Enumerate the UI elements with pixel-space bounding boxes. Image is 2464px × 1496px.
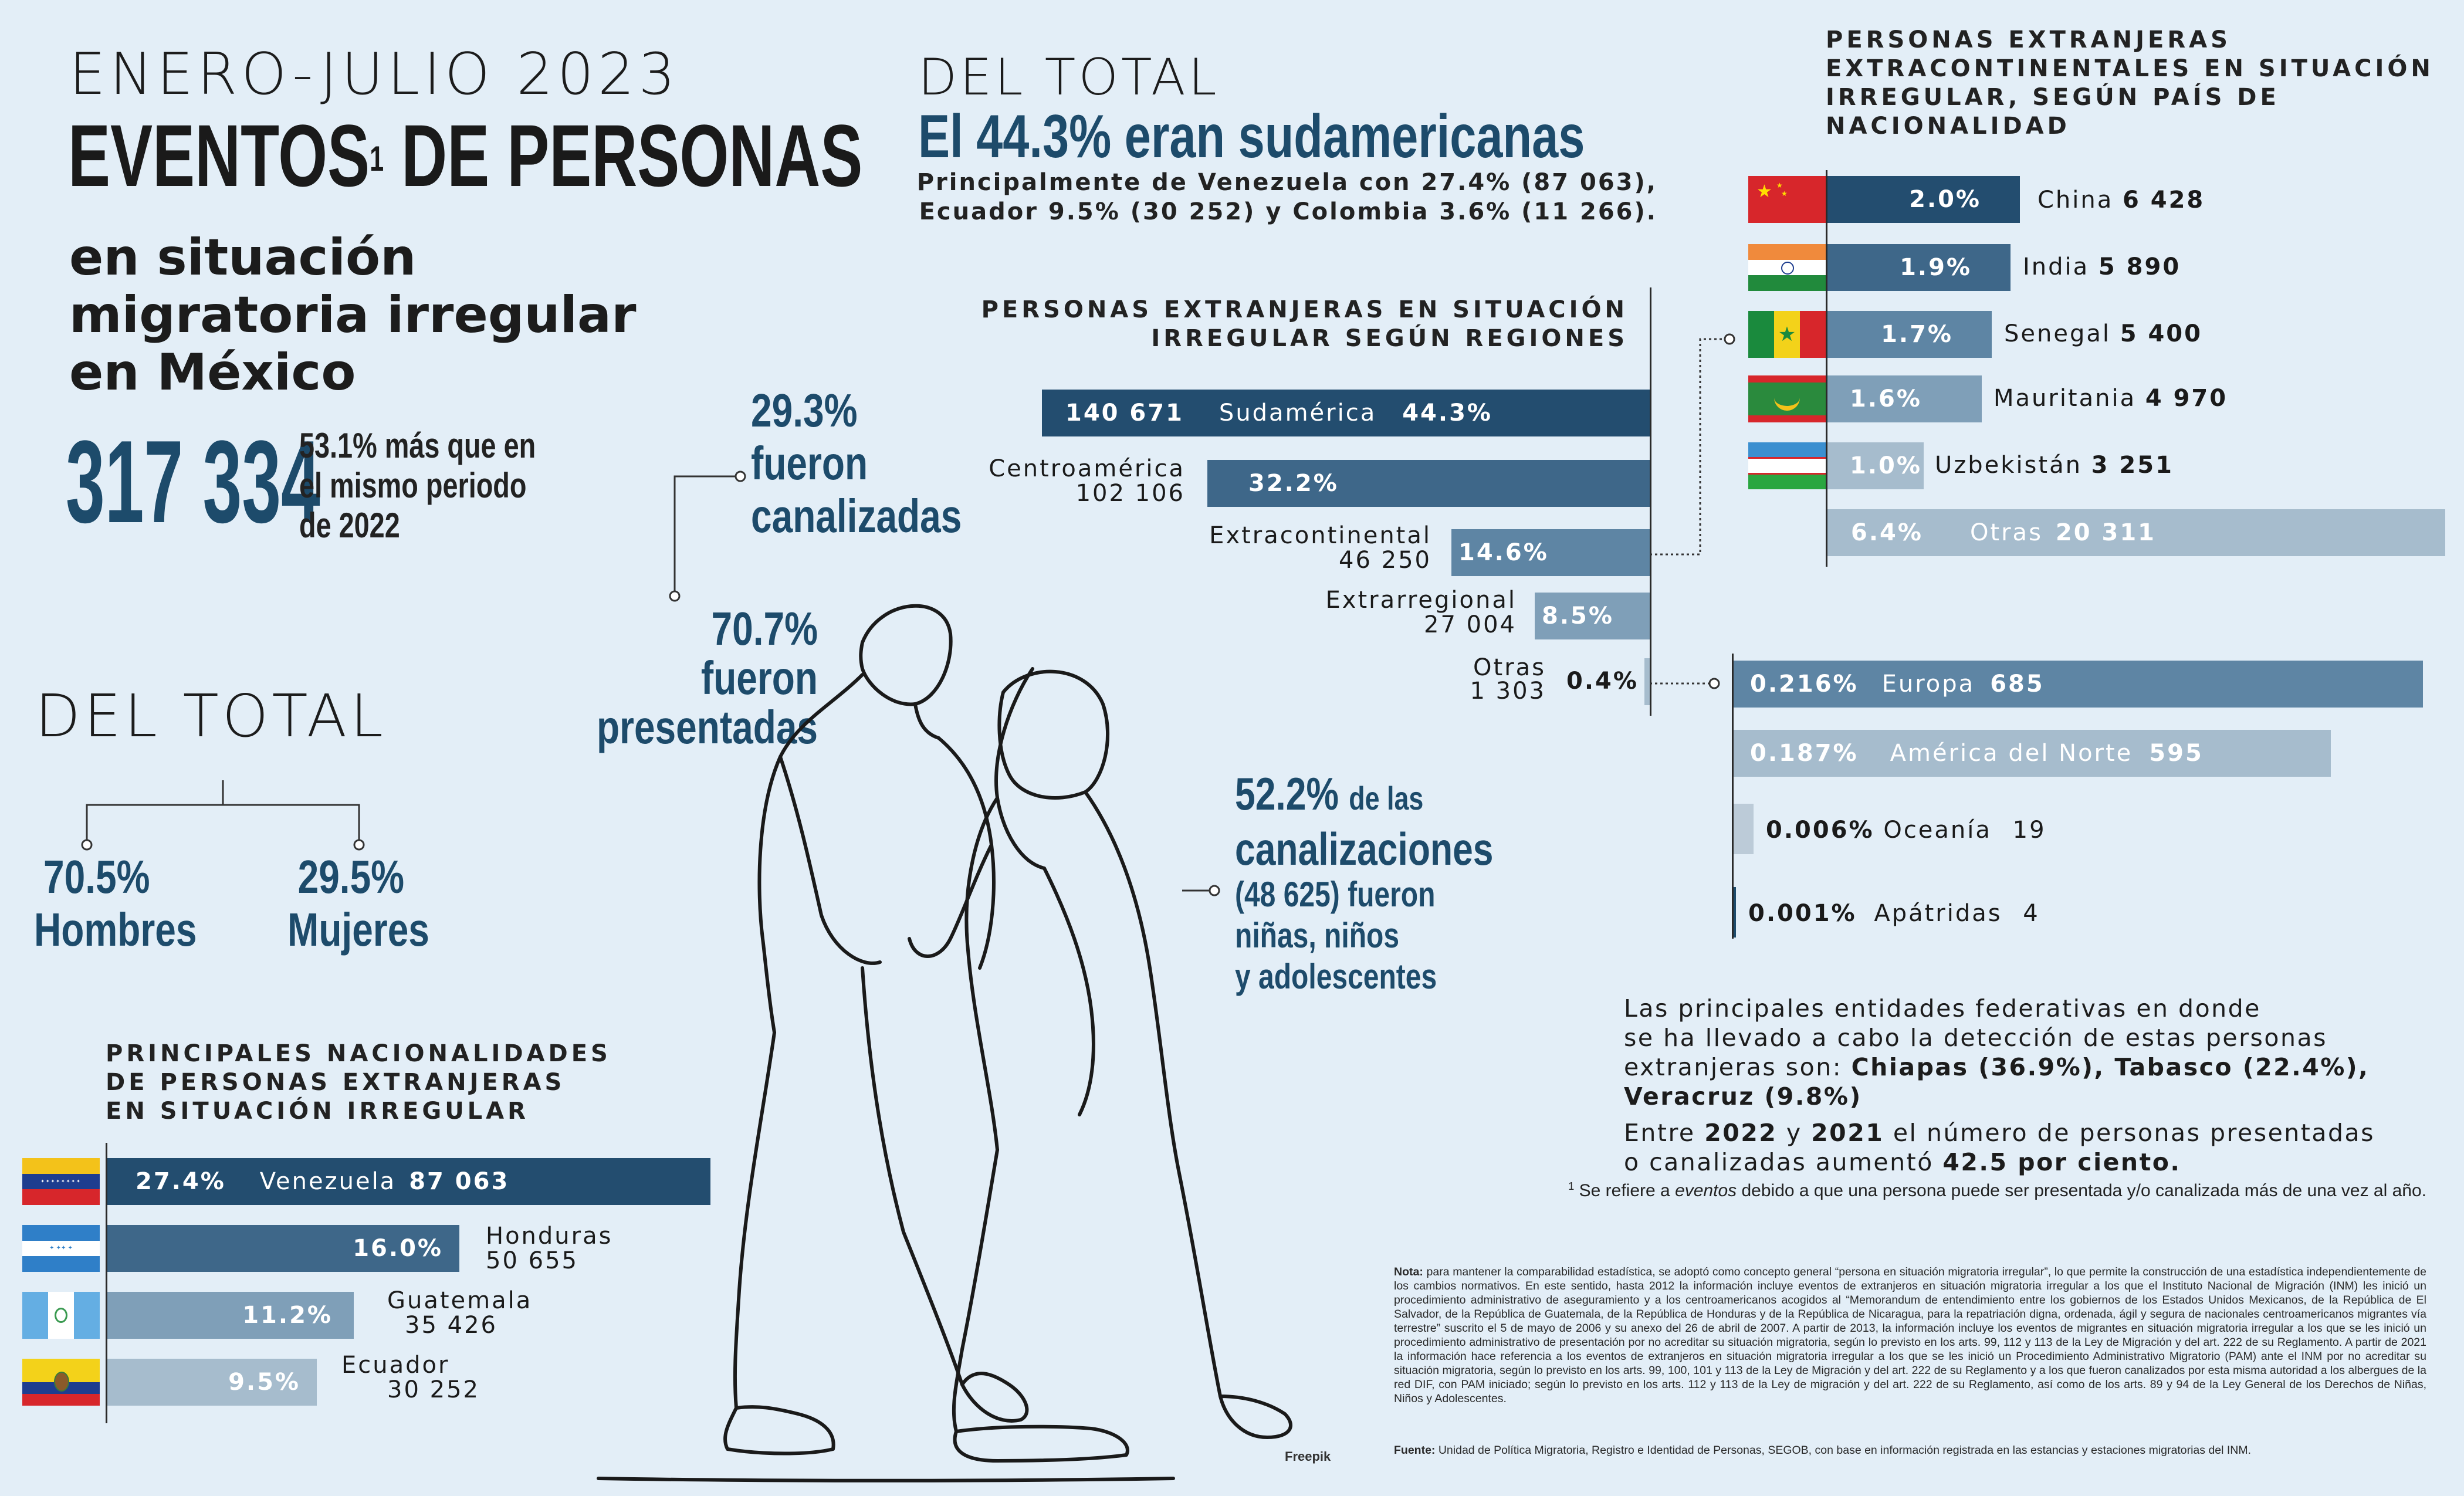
others-name: Europa	[1881, 671, 1975, 698]
increase-text-part: o canalizadas aumentó	[1624, 1148, 1943, 1176]
increase-text-part: Entre	[1624, 1119, 1705, 1147]
svg-text:★: ★	[1776, 181, 1783, 189]
extracontinental-heading-line: EXTRACONTINENTALES EN SITUACIÓN	[1826, 55, 2434, 82]
others-count: 685	[1990, 671, 2045, 698]
region-pct-otras: 0.4%	[1566, 668, 1639, 695]
year-2022: 2022	[1704, 1119, 1778, 1147]
canalized-line: canalizadas	[751, 490, 962, 542]
others-pct: 0.006%	[1766, 817, 1874, 844]
others-label-apatridas	[1748, 900, 2040, 927]
title-word-people: DE PERSONAS	[401, 106, 863, 205]
increase-highlight: 42.5 por ciento.	[1942, 1148, 2181, 1176]
women-label: Mujeres	[287, 903, 429, 956]
svg-text:★: ★	[1781, 189, 1788, 198]
extra-count: 5 890	[2098, 253, 2181, 280]
uzbekistan-flag-icon	[1748, 442, 1826, 489]
others-name: América del Norte	[1890, 740, 2133, 767]
region-count: 102 106	[1075, 480, 1185, 507]
region-count: 140 671	[1065, 400, 1184, 427]
extra-label-uzbekistan	[1935, 452, 2174, 479]
note-text: para mantener la comparabilidad estadística, se adoptó como concepto general “persona en situación migratoria irregular”, lo que permite la construcción de una estadística independientemente de los cambios normativos. En este sentido, hasta 2012 la información incluye eventos de extranjeros en situación migratoria irregular a los que el Instituto Nacional de Migración (INM) les inició un procedimiento administrativo de aseguramiento y a los centroamericanos acogidos al “Memorandum de entendimiento entre los gobiernos de los Estados Unidos Mexicanos, de la República de El Salvador, de la República de Guatemala, de la República de Honduras y de la República de Nicaragua, para la repatriación digna, ordenada, ágil y segura de nacionales centroamericanos migrantes vía terrestre” suscrito el 5 de mayo de 2006 y su anexo del 26 de abril de 2007. A partir de 2013, la información incluye los eventos de migrantes en situación migratoria irregular a los que se les inició un procedimiento administrativo de presentación por no acreditar su situación migratoria, según lo previsto en los arts. 99, 112 y 113 de la Ley de Migración y del art. 222 de su Reglamento. A partir de 2021 la información hace referencia a los eventos de extranjeros en situación migratoria irregular a los que se les inició un Procedimiento Administrativo Migratorio (PAM) ante el INM por no acreditar su situación migratoria, según lo previsto en los arts. 99, 100, 101 y 113 de la Ley de Migración y del art. 222 de su Reglamento y a los que fueron canalizados por esta misma autoridad a los albergues de la red DIF, con PAM iniciado; según lo previsto en los arts. 112 y 113 de la Ley de migración y del art. 222 de su Reglamento, así como de los arts. 89 y 94 de la Ley General de los Derechos de Niñas, Niños y Adolescentes.	[1394, 1265, 2426, 1405]
states-text	[1624, 994, 2445, 1177]
others-count: 595	[2149, 740, 2204, 767]
nat-bar-ecuador	[107, 1359, 317, 1406]
others-bar-apatridas	[1734, 887, 1736, 937]
walking-couple-illustration	[587, 587, 1349, 1490]
extracontinental-axis	[1826, 170, 1827, 567]
total-events: 317 334	[66, 417, 320, 547]
nat-label-guatemala	[387, 1288, 532, 1338]
increase-line: de 2022	[299, 506, 400, 545]
region-name: Extrarregional	[1325, 587, 1517, 614]
extra-name: Mauritania	[1993, 385, 2137, 412]
footnote	[1394, 1180, 2426, 1201]
region-pct: 14.6%	[1458, 539, 1549, 566]
minors-line: niñas, niños	[1235, 916, 1400, 955]
ecuador-flag-icon	[22, 1359, 100, 1406]
nat-pct: 16.0%	[353, 1235, 443, 1262]
nat-count: 50 655	[486, 1247, 578, 1274]
others-bar-oceania	[1734, 804, 1754, 854]
others-pct: 0.187%	[1750, 740, 1859, 767]
presented-line: presentadas	[596, 701, 818, 753]
south-america-pre: DEL TOTAL	[918, 48, 1220, 107]
title-word-events: EVENTOS	[68, 106, 370, 205]
region-count: 1 303	[1470, 678, 1546, 705]
extra-label-mauritania	[1993, 385, 2228, 412]
extracontinental-heading-line: PERSONAS EXTRANJERAS	[1826, 26, 2231, 53]
states-highlight: Veracruz (9.8%)	[1624, 1082, 1862, 1111]
extra-name: Uzbekistán	[1935, 452, 2082, 479]
extra-name: India	[2023, 253, 2090, 280]
increase-text-part: y	[1777, 1119, 1812, 1147]
note-label: Nota:	[1394, 1265, 1423, 1278]
extra-name: Otras	[1969, 519, 2043, 546]
others-bar-norteamerica	[1734, 730, 2331, 777]
year-2021: 2021	[1811, 1119, 1884, 1147]
nat-name: Venezuela	[259, 1168, 397, 1195]
china-flag-icon	[1748, 176, 1826, 223]
extra-count: 6 428	[2122, 187, 2205, 214]
canalized-pct: 29.3%	[751, 384, 858, 436]
extra-pct: 1.6%	[1850, 385, 1922, 412]
guatemala-flag-icon	[22, 1292, 100, 1339]
south-america-headline: El 44.3% eran sudamericanas	[918, 103, 1585, 171]
extracontinental-heading-line: IRREGULAR, SEGÚN PAÍS DE	[1826, 84, 2280, 111]
nat-bar-honduras	[107, 1225, 459, 1272]
nat-count: 35 426	[405, 1312, 497, 1339]
others-name: Apátridas	[1874, 900, 2002, 927]
extra-pct: 1.7%	[1881, 321, 1953, 348]
nationalities-heading-line: PRINCIPALES NACIONALIDADES	[106, 1040, 611, 1067]
source-label: Fuente:	[1394, 1444, 1436, 1457]
others-count: 19	[2012, 817, 2046, 844]
title-footnote-mark: 1	[370, 139, 384, 178]
extra-bar-china	[1827, 176, 2020, 223]
extra-bar-senegal	[1827, 311, 1992, 358]
nat-pct: 9.5%	[228, 1369, 300, 1396]
states-line: se ha llevado a cabo la detección de estas personas	[1624, 1024, 2327, 1052]
others-pct: 0.001%	[1748, 900, 1857, 927]
region-pct: 32.2%	[1248, 470, 1339, 497]
extracontinental-heading-line: NACIONALIDAD	[1826, 113, 2070, 140]
extra-count: 4 970	[2145, 385, 2228, 412]
region-pct: 8.5%	[1542, 603, 1614, 629]
nationalities-heading-line: EN SITUACIÓN IRREGULAR	[106, 1098, 529, 1125]
region-count: 27 004	[1424, 611, 1517, 638]
extra-bar-otras	[1827, 509, 2445, 556]
region-name: Sudamérica	[1219, 400, 1377, 427]
others-count: 4	[2023, 900, 2040, 927]
extra-count: 3 251	[2091, 452, 2174, 479]
region-name: Otras	[1473, 654, 1546, 681]
minors-line: (48 625) fueron	[1235, 875, 1436, 914]
extra-bar-india	[1827, 244, 2011, 291]
minors-line: canalizaciones	[1235, 823, 1494, 875]
extra-name: Senegal	[2004, 320, 2111, 347]
others-label-oceania	[1766, 817, 2046, 844]
increase-text-part: el número de personas presentadas	[1884, 1119, 2375, 1147]
honduras-flag-icon: ✦ ✦✦ ✦	[22, 1225, 100, 1272]
region-pct: 44.3%	[1402, 400, 1492, 427]
extra-label-india	[2023, 253, 2181, 280]
extra-bar-mauritania	[1827, 375, 1982, 422]
states-line: Las principales entidades federativas en donde	[1624, 994, 2261, 1023]
canalized-line: fueron	[751, 437, 868, 489]
detail-line: Ecuador 9.5% (30 252) y Colombia 3.6% (11 266).	[919, 198, 1657, 225]
minors-line: y adolescentes	[1235, 957, 1437, 996]
extra-pct: 1.0%	[1850, 452, 1922, 479]
subtitle-line: en México	[69, 343, 356, 402]
nat-count: 30 252	[387, 1376, 480, 1403]
footnote-text: Se refiere a	[1579, 1181, 1676, 1200]
others-pct: 0.216%	[1750, 671, 1859, 698]
minors-line: de las	[1349, 780, 1424, 817]
men-label: Hombres	[34, 903, 197, 956]
nat-count: 87 063	[409, 1168, 510, 1195]
india-flag-icon	[1748, 244, 1826, 291]
subtitle-line: migratoria irregular	[69, 286, 637, 344]
methodology-note	[1394, 1265, 2426, 1406]
region-name: Extracontinental	[1209, 522, 1431, 549]
women-pct: 29.5%	[297, 851, 405, 903]
states-highlight: Chiapas (36.9%), Tabasco (22.4%),	[1851, 1053, 2370, 1081]
region-count: 46 250	[1339, 547, 1431, 574]
extracontinental-heading	[1826, 26, 2434, 141]
extra-pct: 6.4%	[1851, 519, 1923, 546]
mauritania-flag-icon	[1748, 375, 1826, 422]
extra-name: China	[2037, 187, 2114, 214]
nationalities-heading-line: DE PERSONAS EXTRANJERAS	[106, 1069, 566, 1096]
footnote-mark: 1	[1568, 1180, 1575, 1192]
extra-pct: 1.9%	[1900, 254, 1972, 281]
presented-pct: 70.7%	[711, 603, 818, 655]
extra-label-senegal	[2004, 320, 2202, 347]
nat-bar-guatemala	[107, 1292, 354, 1339]
extra-bar-uzbekistan	[1827, 442, 1924, 489]
extra-count: 5 400	[2120, 320, 2202, 347]
presented-line: fueron	[700, 652, 818, 704]
region-name: Centroamérica	[989, 455, 1185, 482]
regions-heading-line: IRREGULAR SEGÚN REGIONES	[1151, 325, 1628, 352]
venezuela-flag-icon: ✦✦✦✦✦✦✦✦	[22, 1158, 100, 1205]
footnote-text: debido a que una persona puede ser presentada y/o canalizada más de una vez al año.	[1737, 1181, 2426, 1200]
source-text: Unidad de Política Migratoria, Registro e Identidad de Personas, SEGOB, con base en información registrada en las estancias y estaciones migratorias del INM.	[1438, 1444, 2252, 1457]
svg-text:★: ★	[1756, 181, 1772, 202]
nat-label-ecuador	[341, 1353, 480, 1402]
nat-name: Guatemala	[387, 1287, 533, 1314]
nat-name: Ecuador	[341, 1352, 450, 1379]
others-bar-europa	[1734, 661, 2423, 708]
nat-pct: 27.4%	[136, 1168, 226, 1195]
extra-label-china	[2037, 187, 2205, 214]
regions-heading-line: PERSONAS EXTRANJERAS EN SITUACIÓN	[981, 296, 1628, 323]
nationalities-heading	[106, 1040, 611, 1126]
men-pct: 70.5%	[43, 851, 150, 903]
nat-name: Honduras	[486, 1223, 613, 1250]
illustration-credit: Freepik	[1285, 1449, 1331, 1464]
gender-heading: DEL TOTAL	[35, 682, 387, 750]
extra-count: 20 311	[2055, 519, 2156, 546]
footnote-em: eventos	[1675, 1181, 1737, 1200]
increase-line: 53.1% más que en	[299, 426, 536, 465]
source-note	[1394, 1443, 2426, 1457]
states-line: extranjeras son:	[1624, 1053, 1852, 1081]
period-heading: ENERO-JULIO 2023	[69, 41, 679, 108]
extra-pct: 2.0%	[1909, 186, 1981, 213]
nat-pct: 11.2%	[242, 1302, 333, 1329]
detail-line: Principalmente de Venezuela con 27.4% (87 063),	[916, 169, 1657, 196]
subtitle-line: en situación	[69, 228, 417, 287]
minors-pct: 52.2%	[1235, 768, 1339, 820]
others-name: Oceanía	[1883, 817, 1992, 844]
senegal-flag-icon: ★	[1748, 311, 1826, 358]
increase-line: el mismo periodo	[299, 466, 527, 505]
